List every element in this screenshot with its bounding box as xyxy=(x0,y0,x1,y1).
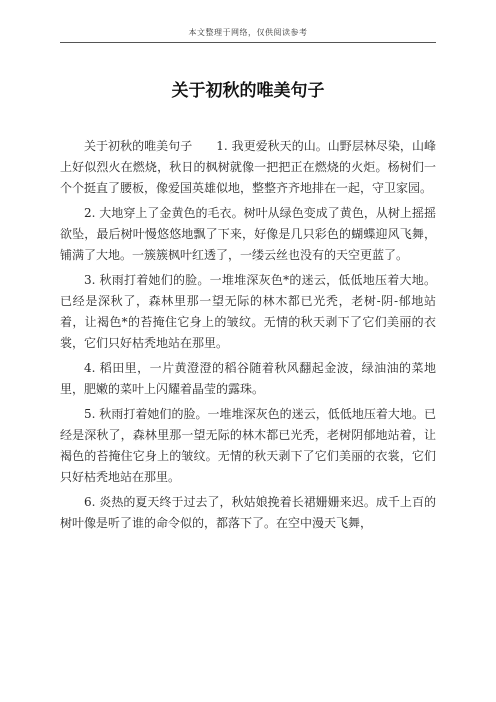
paragraph-2: 2. 大地穿上了金黄色的毛衣。树叶从绿色变成了黄色，从树上摇摇欲坠，最后树叶慢悠悠地飘了下来，好像是几只彩色的蝴蝶迎风飞舞，铺满了大地。一簇簇枫叶红透了，一缕云丝也没有的天空更蓝了。 xyxy=(60,206,436,262)
paragraph-5: 5. 秋雨打着她们的脸。一堆堆深灰色的迷云，低低地压着大地。已经是深秋了，森林里那一望无际的林木都已光秃，老树阴郁地站着，让褐色的苔掩住它身上的皱纹。无情的秋天剥下了它们美丽的衣裳，它们只好枯秃地站在那里。 xyxy=(60,407,436,484)
header-divider xyxy=(60,42,436,43)
paragraph-4: 4. 稻田里，一片黄澄澄的稻谷随着秋风翻起金波，绿油油的菜地里，肥嫩的菜叶上闪耀着晶莹的露珠。 xyxy=(60,361,436,396)
paragraph-6: 6. 炎热的夏天终于过去了，秋姑娘挽着长裙姗姗来迟。成千上百的树叶像是听了谁的命令似的，都落下了。在空中漫天飞舞， xyxy=(60,495,436,530)
paragraph-3: 3. 秋雨打着她们的脸。一堆堆深灰色*的迷云，低低地压着大地。已经是深秋了，森林里那一望无际的林木都已光秃，老树-阴-郁地站着，让褐色*的苔掩住它身上的皱纹。无情的秋天剥下了它们美丽的衣裳，它们只好枯秃地站在那里。 xyxy=(60,273,436,350)
header-note: 本文整理于网络，仅供阅读参考 xyxy=(188,28,308,37)
paragraph-1: 关于初秋的唯美句子 1. 我更爱秋天的山。山野层林尽染，山峰上好似烈火在燃烧，秋日的枫树就像一把把正在燃烧的火炬。杨树们一个个挺直了腰板，像爱国英雄似地，整整齐齐地排在一起，守卫家园。 xyxy=(60,139,436,195)
document-body xyxy=(60,136,436,538)
document-title: 关于初秋的唯美句子 xyxy=(171,81,325,101)
